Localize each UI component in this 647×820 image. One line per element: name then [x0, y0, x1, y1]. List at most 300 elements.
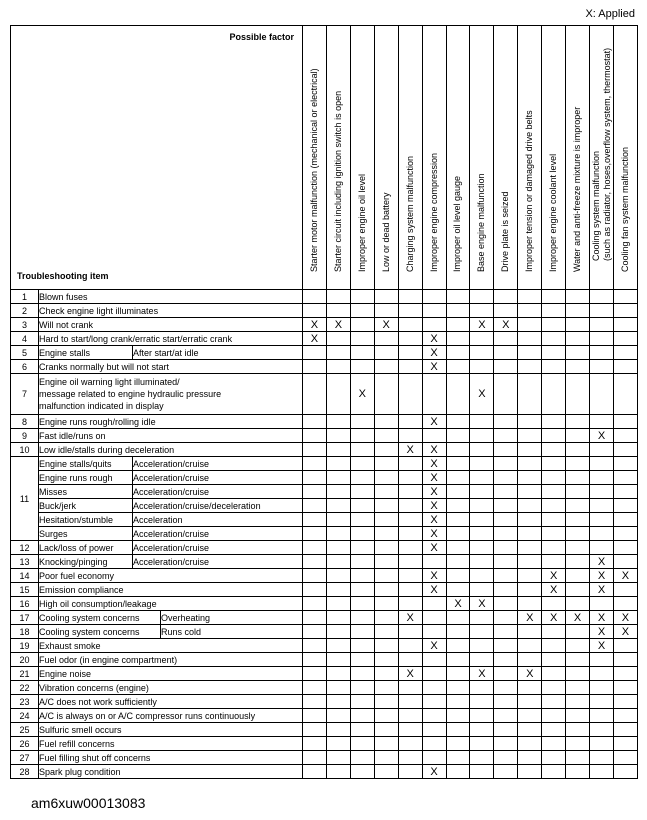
- mark-cell: [542, 737, 566, 751]
- mark-cell: [350, 737, 374, 751]
- mark-cell: [398, 709, 422, 723]
- mark-cell: [494, 513, 518, 527]
- mark-cell: [326, 681, 350, 695]
- table-row: [11, 681, 638, 695]
- mark-cell: [446, 653, 470, 667]
- mark-cell: [613, 415, 637, 429]
- mark-cell: [494, 625, 518, 639]
- mark-cell: [446, 513, 470, 527]
- mark-cell: [470, 443, 494, 457]
- table-row: [11, 653, 638, 667]
- mark-cell: [590, 513, 614, 527]
- item-label: Fuel odor (in engine compartment): [39, 653, 303, 667]
- mark-cell: [350, 304, 374, 318]
- item-label: Check engine light illuminates: [39, 304, 303, 318]
- mark-cell: [590, 667, 614, 681]
- mark-cell: [326, 499, 350, 513]
- mark-cell: [613, 457, 637, 471]
- mark-cell: [470, 681, 494, 695]
- factor-label: Improper engine oil level: [356, 173, 367, 272]
- table-row: [11, 499, 638, 513]
- mark-cell: [446, 541, 470, 555]
- mark-cell: [566, 667, 590, 681]
- row-number: 22: [11, 681, 39, 695]
- mark-cell: [326, 443, 350, 457]
- mark-cell: [374, 499, 398, 513]
- mark-cell: [350, 625, 374, 639]
- table-row: [11, 471, 638, 485]
- mark-cell: [590, 318, 614, 332]
- mark-cell: [613, 485, 637, 499]
- mark-cell: [566, 443, 590, 457]
- mark-cell: [303, 429, 327, 443]
- mark-cell: [613, 374, 637, 415]
- item-condition: Acceleration/cruise: [133, 485, 303, 499]
- mark-cell: [542, 667, 566, 681]
- mark-cell: [494, 597, 518, 611]
- applied-mark: X: [590, 569, 614, 583]
- mark-cell: [542, 499, 566, 513]
- mark-cell: [518, 569, 542, 583]
- mark-cell: [542, 541, 566, 555]
- mark-cell: [566, 597, 590, 611]
- mark-cell: [542, 625, 566, 639]
- item-condition: Acceleration/cruise: [133, 457, 303, 471]
- applied-mark: X: [422, 639, 446, 653]
- mark-cell: [566, 332, 590, 346]
- item-label: Cooling system concerns: [39, 611, 161, 625]
- mark-cell: [350, 541, 374, 555]
- mark-cell: [470, 346, 494, 360]
- mark-cell: [398, 681, 422, 695]
- mark-cell: [542, 304, 566, 318]
- mark-cell: [374, 360, 398, 374]
- mark-cell: [542, 429, 566, 443]
- mark-cell: [542, 471, 566, 485]
- mark-cell: [470, 429, 494, 443]
- mark-cell: [303, 527, 327, 541]
- mark-cell: [590, 765, 614, 779]
- mark-cell: [446, 374, 470, 415]
- mark-cell: [326, 625, 350, 639]
- mark-cell: [613, 751, 637, 765]
- row-number: 24: [11, 709, 39, 723]
- mark-cell: [613, 709, 637, 723]
- table-row: [11, 485, 638, 499]
- mark-cell: [494, 290, 518, 304]
- factor-label: Starter circuit including ignition switch is open: [332, 90, 343, 272]
- mark-cell: [590, 695, 614, 709]
- mark-cell: [374, 304, 398, 318]
- mark-cell: [398, 304, 422, 318]
- mark-cell: [326, 332, 350, 346]
- mark-cell: [326, 541, 350, 555]
- applied-mark: X: [566, 611, 590, 625]
- item-label: Surges: [39, 527, 133, 541]
- applied-mark: X: [470, 374, 494, 415]
- mark-cell: [566, 555, 590, 569]
- mark-cell: [350, 569, 374, 583]
- mark-cell: [470, 471, 494, 485]
- mark-cell: [590, 709, 614, 723]
- item-label: High oil consumption/leakage: [39, 597, 303, 611]
- mark-cell: [566, 499, 590, 513]
- mark-cell: [446, 681, 470, 695]
- table-row: [11, 695, 638, 709]
- mark-cell: [613, 653, 637, 667]
- mark-cell: [398, 360, 422, 374]
- factor-label: Drive plate is seized: [500, 191, 511, 272]
- mark-cell: [566, 346, 590, 360]
- mark-cell: [398, 429, 422, 443]
- mark-cell: [398, 695, 422, 709]
- mark-cell: [446, 527, 470, 541]
- mark-cell: [518, 374, 542, 415]
- mark-cell: [518, 332, 542, 346]
- table-row: [11, 737, 638, 751]
- mark-cell: [422, 653, 446, 667]
- mark-cell: [446, 583, 470, 597]
- mark-cell: [566, 709, 590, 723]
- mark-cell: [470, 415, 494, 429]
- item-label: Fast idle/runs on: [39, 429, 303, 443]
- applied-mark: X: [590, 625, 614, 639]
- mark-cell: [494, 765, 518, 779]
- row-number: 12: [11, 541, 39, 555]
- table-row: [11, 625, 638, 639]
- mark-cell: [398, 332, 422, 346]
- applied-mark: X: [590, 555, 614, 569]
- mark-cell: [494, 751, 518, 765]
- item-label: A/C is always on or A/C compressor runs continuously: [39, 709, 303, 723]
- mark-cell: [326, 374, 350, 415]
- mark-cell: [350, 318, 374, 332]
- table-row: [11, 415, 638, 429]
- mark-cell: [566, 527, 590, 541]
- item-label: Will not crank: [39, 318, 303, 332]
- mark-cell: [374, 513, 398, 527]
- row-number: 16: [11, 597, 39, 611]
- mark-cell: [303, 415, 327, 429]
- mark-cell: [470, 499, 494, 513]
- mark-cell: [326, 611, 350, 625]
- item-label: Engine oil warning light illuminated/ message related to engine hydraulic pressure malfunction indicated in display: [39, 374, 303, 415]
- mark-cell: [494, 681, 518, 695]
- mark-cell: [303, 513, 327, 527]
- row-number: 6: [11, 360, 39, 374]
- mark-cell: [374, 471, 398, 485]
- mark-cell: [518, 443, 542, 457]
- applied-mark: X: [374, 318, 398, 332]
- item-label: Low idle/stalls during deceleration: [39, 443, 303, 457]
- mark-cell: [398, 737, 422, 751]
- applied-mark: X: [590, 583, 614, 597]
- table-row: [11, 346, 638, 360]
- mark-cell: [422, 597, 446, 611]
- factor-header: [303, 26, 327, 290]
- applied-mark: X: [590, 639, 614, 653]
- mark-cell: [326, 429, 350, 443]
- mark-cell: [350, 695, 374, 709]
- mark-cell: [613, 541, 637, 555]
- applied-mark: X: [326, 318, 350, 332]
- mark-cell: [613, 527, 637, 541]
- applied-mark: X: [613, 611, 637, 625]
- mark-cell: [350, 583, 374, 597]
- mark-cell: [613, 737, 637, 751]
- mark-cell: [374, 751, 398, 765]
- mark-cell: [542, 597, 566, 611]
- table-row: [11, 709, 638, 723]
- mark-cell: [494, 332, 518, 346]
- mark-cell: [518, 471, 542, 485]
- mark-cell: [303, 499, 327, 513]
- mark-cell: [303, 695, 327, 709]
- mark-cell: [303, 471, 327, 485]
- row-number: 15: [11, 583, 39, 597]
- table-row: [11, 332, 638, 346]
- mark-cell: [303, 653, 327, 667]
- table-row: [11, 597, 638, 611]
- mark-cell: [398, 415, 422, 429]
- item-condition: Acceleration: [133, 513, 303, 527]
- mark-cell: [566, 290, 590, 304]
- item-label: Emission compliance: [39, 583, 303, 597]
- table-row: [11, 583, 638, 597]
- mark-cell: [494, 443, 518, 457]
- mark-cell: [326, 555, 350, 569]
- mark-cell: [326, 653, 350, 667]
- mark-cell: [303, 290, 327, 304]
- mark-cell: [470, 555, 494, 569]
- mark-cell: [350, 457, 374, 471]
- mark-cell: [374, 723, 398, 737]
- mark-cell: [518, 765, 542, 779]
- mark-cell: [350, 653, 374, 667]
- mark-cell: [398, 318, 422, 332]
- applied-mark: X: [446, 597, 470, 611]
- mark-cell: [374, 415, 398, 429]
- mark-cell: [590, 471, 614, 485]
- factor-label: Cooling system malfunction (such as radiator, hoses,overflow system, thermostat): [590, 47, 612, 261]
- item-label: Engine stalls/quits: [39, 457, 133, 471]
- mark-cell: [494, 457, 518, 471]
- mark-cell: [613, 513, 637, 527]
- factor-header: [374, 26, 398, 290]
- mark-cell: [446, 332, 470, 346]
- mark-cell: [494, 709, 518, 723]
- item-label: Poor fuel economy: [39, 569, 303, 583]
- applied-mark: X: [613, 569, 637, 583]
- mark-cell: [590, 457, 614, 471]
- mark-cell: [613, 597, 637, 611]
- mark-cell: [542, 457, 566, 471]
- mark-cell: [326, 723, 350, 737]
- mark-cell: [542, 681, 566, 695]
- mark-cell: [590, 374, 614, 415]
- mark-cell: [613, 443, 637, 457]
- mark-cell: [374, 457, 398, 471]
- applied-mark: X: [542, 611, 566, 625]
- applied-mark: X: [422, 583, 446, 597]
- mark-cell: [542, 346, 566, 360]
- applied-mark: X: [422, 360, 446, 374]
- mark-cell: [374, 653, 398, 667]
- mark-cell: [398, 597, 422, 611]
- mark-cell: [494, 555, 518, 569]
- item-condition: Acceleration/cruise/deceleration: [133, 499, 303, 513]
- mark-cell: [494, 639, 518, 653]
- applied-mark: X: [422, 415, 446, 429]
- item-label: Cooling system concerns: [39, 625, 161, 639]
- mark-cell: [518, 346, 542, 360]
- mark-cell: [303, 304, 327, 318]
- mark-cell: [303, 360, 327, 374]
- mark-cell: [566, 737, 590, 751]
- mark-cell: [566, 415, 590, 429]
- applied-mark: X: [422, 499, 446, 513]
- applied-mark: X: [518, 611, 542, 625]
- table-row: [11, 304, 638, 318]
- mark-cell: [374, 290, 398, 304]
- mark-cell: [446, 485, 470, 499]
- table-row: [11, 374, 638, 415]
- mark-cell: [326, 513, 350, 527]
- mark-cell: [350, 346, 374, 360]
- factor-header: [326, 26, 350, 290]
- item-label: Sulfuric smell occurs: [39, 723, 303, 737]
- mark-cell: [303, 346, 327, 360]
- mark-cell: [566, 583, 590, 597]
- mark-cell: [566, 751, 590, 765]
- mark-cell: [613, 360, 637, 374]
- mark-cell: [542, 415, 566, 429]
- mark-cell: [303, 667, 327, 681]
- mark-cell: [518, 360, 542, 374]
- mark-cell: [398, 569, 422, 583]
- mark-cell: [398, 471, 422, 485]
- mark-cell: [350, 443, 374, 457]
- mark-cell: [494, 527, 518, 541]
- mark-cell: [326, 709, 350, 723]
- mark-cell: [518, 499, 542, 513]
- item-label: Lack/loss of power: [39, 541, 133, 555]
- mark-cell: [590, 346, 614, 360]
- applied-mark: X: [422, 485, 446, 499]
- possible-factor-heading: Possible factor: [229, 32, 294, 42]
- mark-cell: [494, 429, 518, 443]
- mark-cell: [398, 346, 422, 360]
- mark-cell: [422, 611, 446, 625]
- mark-cell: [326, 569, 350, 583]
- mark-cell: [566, 723, 590, 737]
- mark-cell: [542, 290, 566, 304]
- mark-cell: [542, 639, 566, 653]
- mark-cell: [566, 695, 590, 709]
- mark-cell: [446, 457, 470, 471]
- mark-cell: [494, 499, 518, 513]
- mark-cell: [446, 318, 470, 332]
- applied-mark: X: [542, 583, 566, 597]
- mark-cell: [518, 583, 542, 597]
- table-row: [11, 555, 638, 569]
- mark-cell: [494, 541, 518, 555]
- mark-cell: [350, 429, 374, 443]
- item-label: Knocking/pinging: [39, 555, 133, 569]
- mark-cell: [374, 695, 398, 709]
- mark-cell: [422, 709, 446, 723]
- mark-cell: [303, 611, 327, 625]
- mark-cell: [398, 555, 422, 569]
- mark-cell: [494, 304, 518, 318]
- mark-cell: [326, 290, 350, 304]
- mark-cell: [542, 360, 566, 374]
- mark-cell: [398, 639, 422, 653]
- mark-cell: [326, 751, 350, 765]
- mark-cell: [542, 653, 566, 667]
- mark-cell: [350, 709, 374, 723]
- mark-cell: [494, 485, 518, 499]
- mark-cell: [470, 765, 494, 779]
- mark-cell: [590, 443, 614, 457]
- mark-cell: [446, 499, 470, 513]
- mark-cell: [470, 457, 494, 471]
- mark-cell: [542, 751, 566, 765]
- row-number: 10: [11, 443, 39, 457]
- mark-cell: [374, 611, 398, 625]
- mark-cell: [350, 611, 374, 625]
- row-number: 13: [11, 555, 39, 569]
- mark-cell: [518, 709, 542, 723]
- mark-cell: [398, 625, 422, 639]
- mark-cell: [518, 653, 542, 667]
- item-condition: Acceleration/cruise: [133, 527, 303, 541]
- mark-cell: [518, 541, 542, 555]
- item-label: Engine stalls: [39, 346, 133, 360]
- mark-cell: [566, 625, 590, 639]
- factor-header: [518, 26, 542, 290]
- mark-cell: [542, 555, 566, 569]
- mark-cell: [613, 695, 637, 709]
- row-number: 14: [11, 569, 39, 583]
- mark-cell: [422, 290, 446, 304]
- mark-cell: [350, 513, 374, 527]
- factor-header: [350, 26, 374, 290]
- mark-cell: [422, 555, 446, 569]
- mark-cell: [303, 723, 327, 737]
- mark-cell: [566, 513, 590, 527]
- mark-cell: [303, 457, 327, 471]
- mark-cell: [374, 709, 398, 723]
- mark-cell: [590, 360, 614, 374]
- mark-cell: [326, 346, 350, 360]
- mark-cell: [470, 304, 494, 318]
- mark-cell: [470, 290, 494, 304]
- item-label: Engine noise: [39, 667, 303, 681]
- table-row: [11, 723, 638, 737]
- mark-cell: [542, 318, 566, 332]
- applied-mark: X: [422, 471, 446, 485]
- mark-cell: [374, 527, 398, 541]
- mark-cell: [446, 346, 470, 360]
- mark-cell: [518, 681, 542, 695]
- mark-cell: [422, 681, 446, 695]
- row-number: 4: [11, 332, 39, 346]
- mark-cell: [422, 751, 446, 765]
- applied-mark: X: [422, 541, 446, 555]
- applied-mark: X: [470, 667, 494, 681]
- applied-mark: X: [350, 374, 374, 415]
